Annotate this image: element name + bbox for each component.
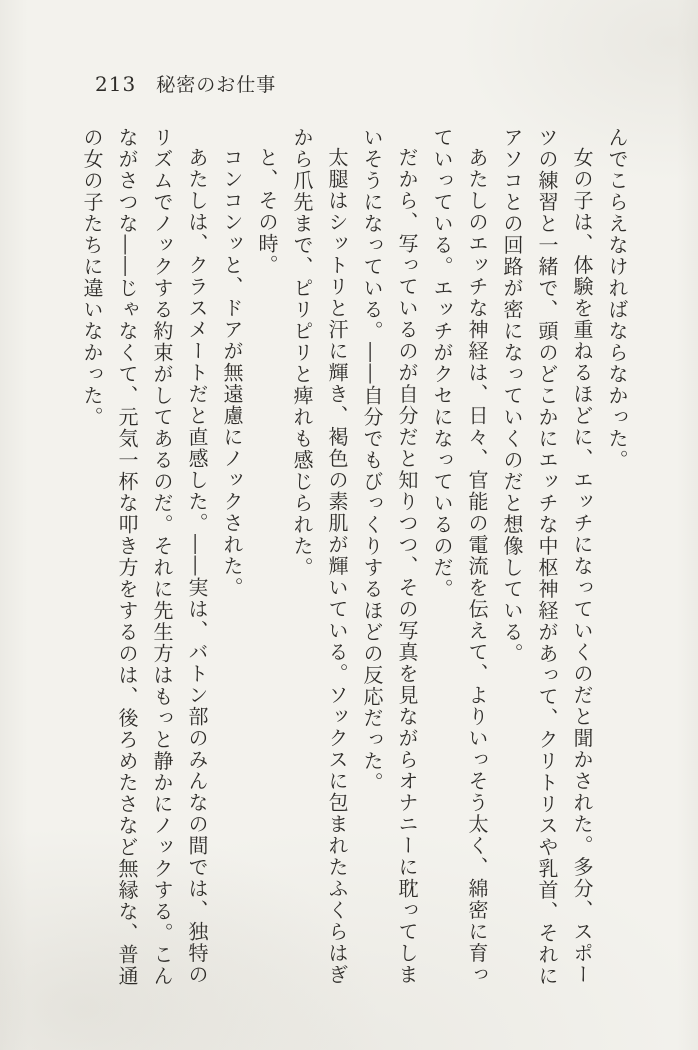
paragraph: と、その時。 [255,147,279,276]
paragraph: 太腿はシットリと汗に輝き、褐色の素肌が輝いている。ソックスに包まれたふくらはぎから爪先まで、ピリピリと痺れも感じられた。 [290,127,349,986]
paragraph: あたしのエッチな神経は、日々、官能の電流を伝えて、よりいっそう太く、綿密に育っていっている。エッチがクセになっているのだ。 [430,127,489,986]
page-header [95,70,276,97]
paragraph: あたしは、クラスメートだと直感した。――実は、バトン部のみんなの間では、独特のリズムでノックする約束がしてあるのだ。それに先生方はもっと静かにノックする。こんながさつな――じゃなくて、元気一杯な叩き方をするのは、後ろめたさなど無縁な、普通の女の子たちに違いなかった。 [80,127,209,987]
paragraph: んでこらえなければならなかった。 [605,127,629,471]
text-block [74,127,634,989]
paragraph: 女の子は、体験を重ねるほどに、エッチになっていくのだと聞かされた。多分、スポーツの練習と一緒で、頭のどこかにエッチな中枢神経があって、クリトリスや乳首、それにアソコとの回路が密になっていくのだと想像している。 [500,127,594,987]
page-number: 213 [95,72,137,96]
paragraph: コンコンッと、ドアが無遠慮にノックされた。 [220,147,244,599]
running-title: 秘密のお仕事 [156,74,277,96]
paragraph: だから、写っているのが自分だと知りつつ、その写真を見ながらオナニーに耽ってしまいそうになっている。――自分でもびっくりするほどの反応だった。 [360,127,419,986]
